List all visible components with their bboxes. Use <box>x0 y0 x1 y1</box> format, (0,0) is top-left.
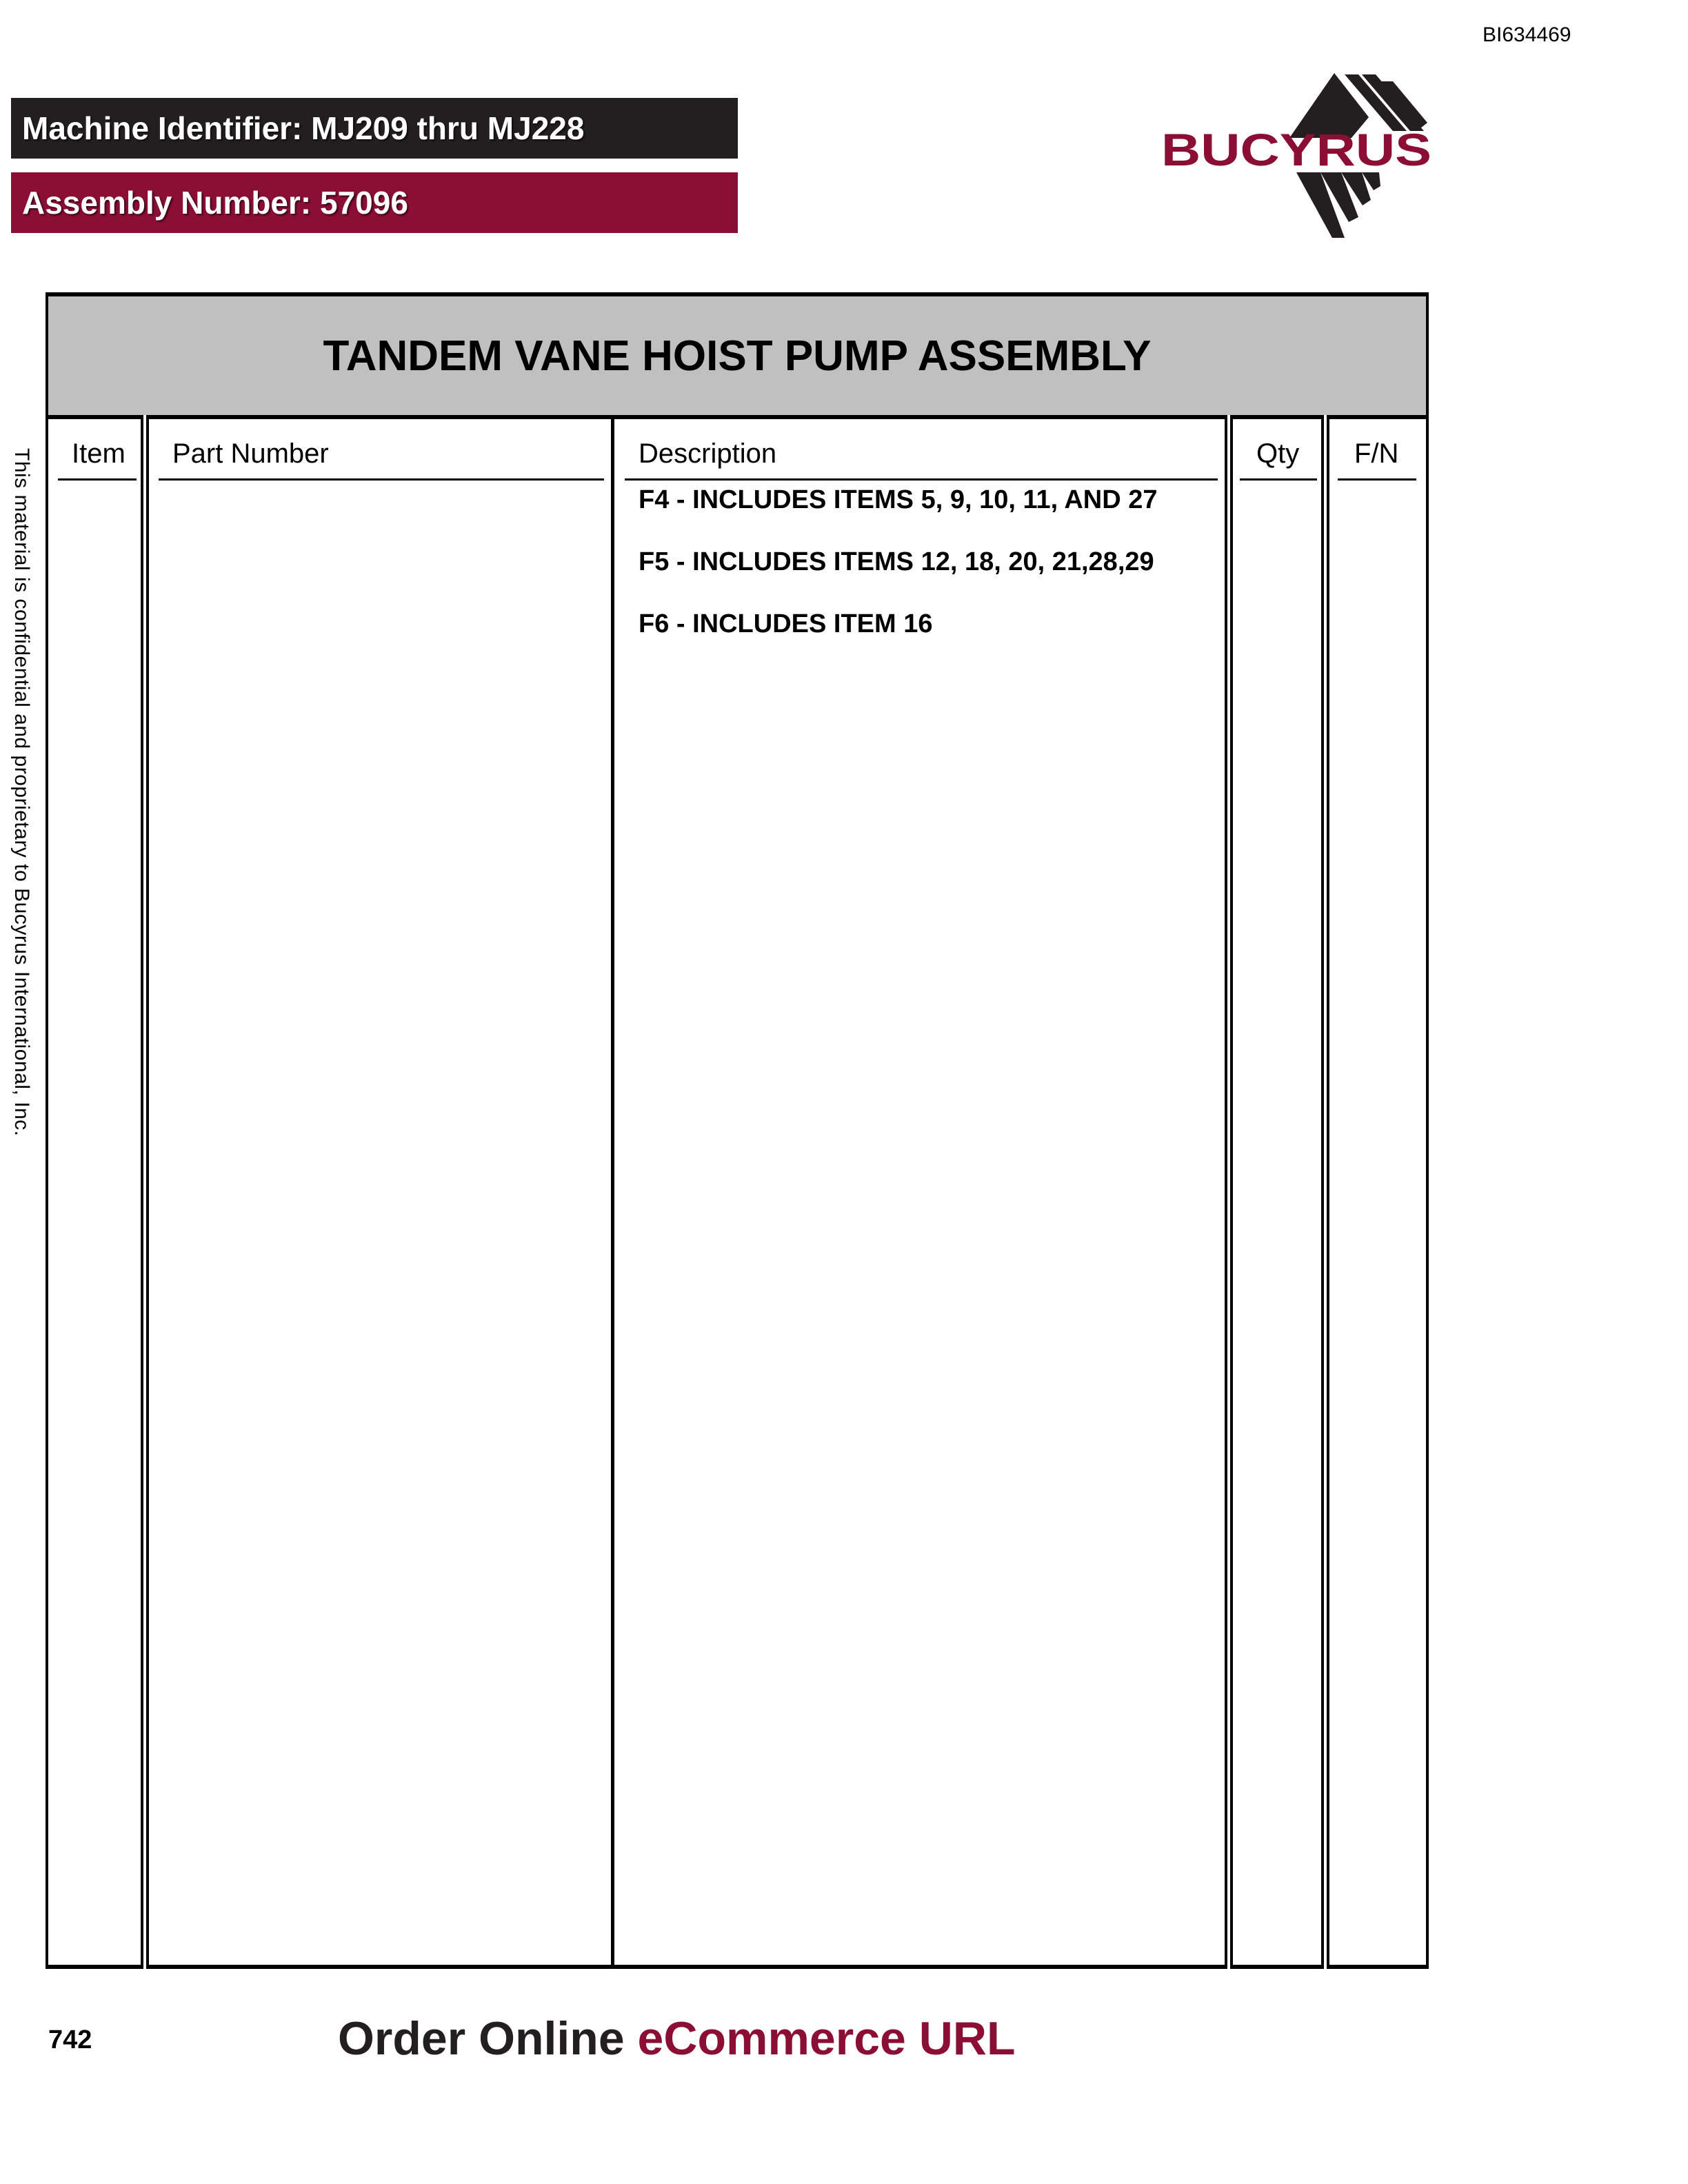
column-divider <box>1321 415 1329 1969</box>
column-header-description: Description <box>639 438 777 469</box>
header-underline <box>1240 478 1317 481</box>
order-online-text: Order Online <box>338 2012 625 2065</box>
document-id: BI634469 <box>1483 23 1571 46</box>
description-note: F4 - INCLUDES ITEMS 5, 9, 10, 11, AND 27 <box>639 485 1158 514</box>
header-underline <box>1338 478 1416 481</box>
confidentiality-notice: This material is confidential and proprietary to Bucyrus International, Inc. <box>10 448 33 1137</box>
column-header-part-number: Part Number <box>172 438 329 469</box>
description-note: F5 - INCLUDES ITEMS 12, 18, 20, 21,28,29 <box>639 547 1154 576</box>
column-header-fn: F/N <box>1354 438 1399 469</box>
header-underline <box>58 478 137 481</box>
page-number: 742 <box>48 2025 92 2054</box>
table-title: TANDEM VANE HOIST PUMP ASSEMBLY <box>48 296 1426 419</box>
column-divider <box>611 415 614 1969</box>
bucyrus-logo <box>1152 69 1441 241</box>
order-online-link[interactable] <box>338 2012 1016 2065</box>
header-underline <box>159 478 604 481</box>
column-header-item: Item <box>72 438 125 469</box>
logo-wordmark: BUCYRUS <box>1161 124 1431 175</box>
parts-table <box>46 292 1429 1969</box>
column-divider <box>141 415 149 1969</box>
ecommerce-url-text: eCommerce URL <box>637 2012 1016 2065</box>
column-header-qty: Qty <box>1256 438 1300 469</box>
description-note: F6 - INCLUDES ITEM 16 <box>639 609 933 638</box>
column-divider <box>1225 415 1233 1969</box>
machine-identifier-bar: Machine Identifier: MJ209 thru MJ228 <box>11 98 738 159</box>
header-underline <box>625 478 1218 481</box>
assembly-number-bar: Assembly Number: 57096 <box>11 172 738 233</box>
